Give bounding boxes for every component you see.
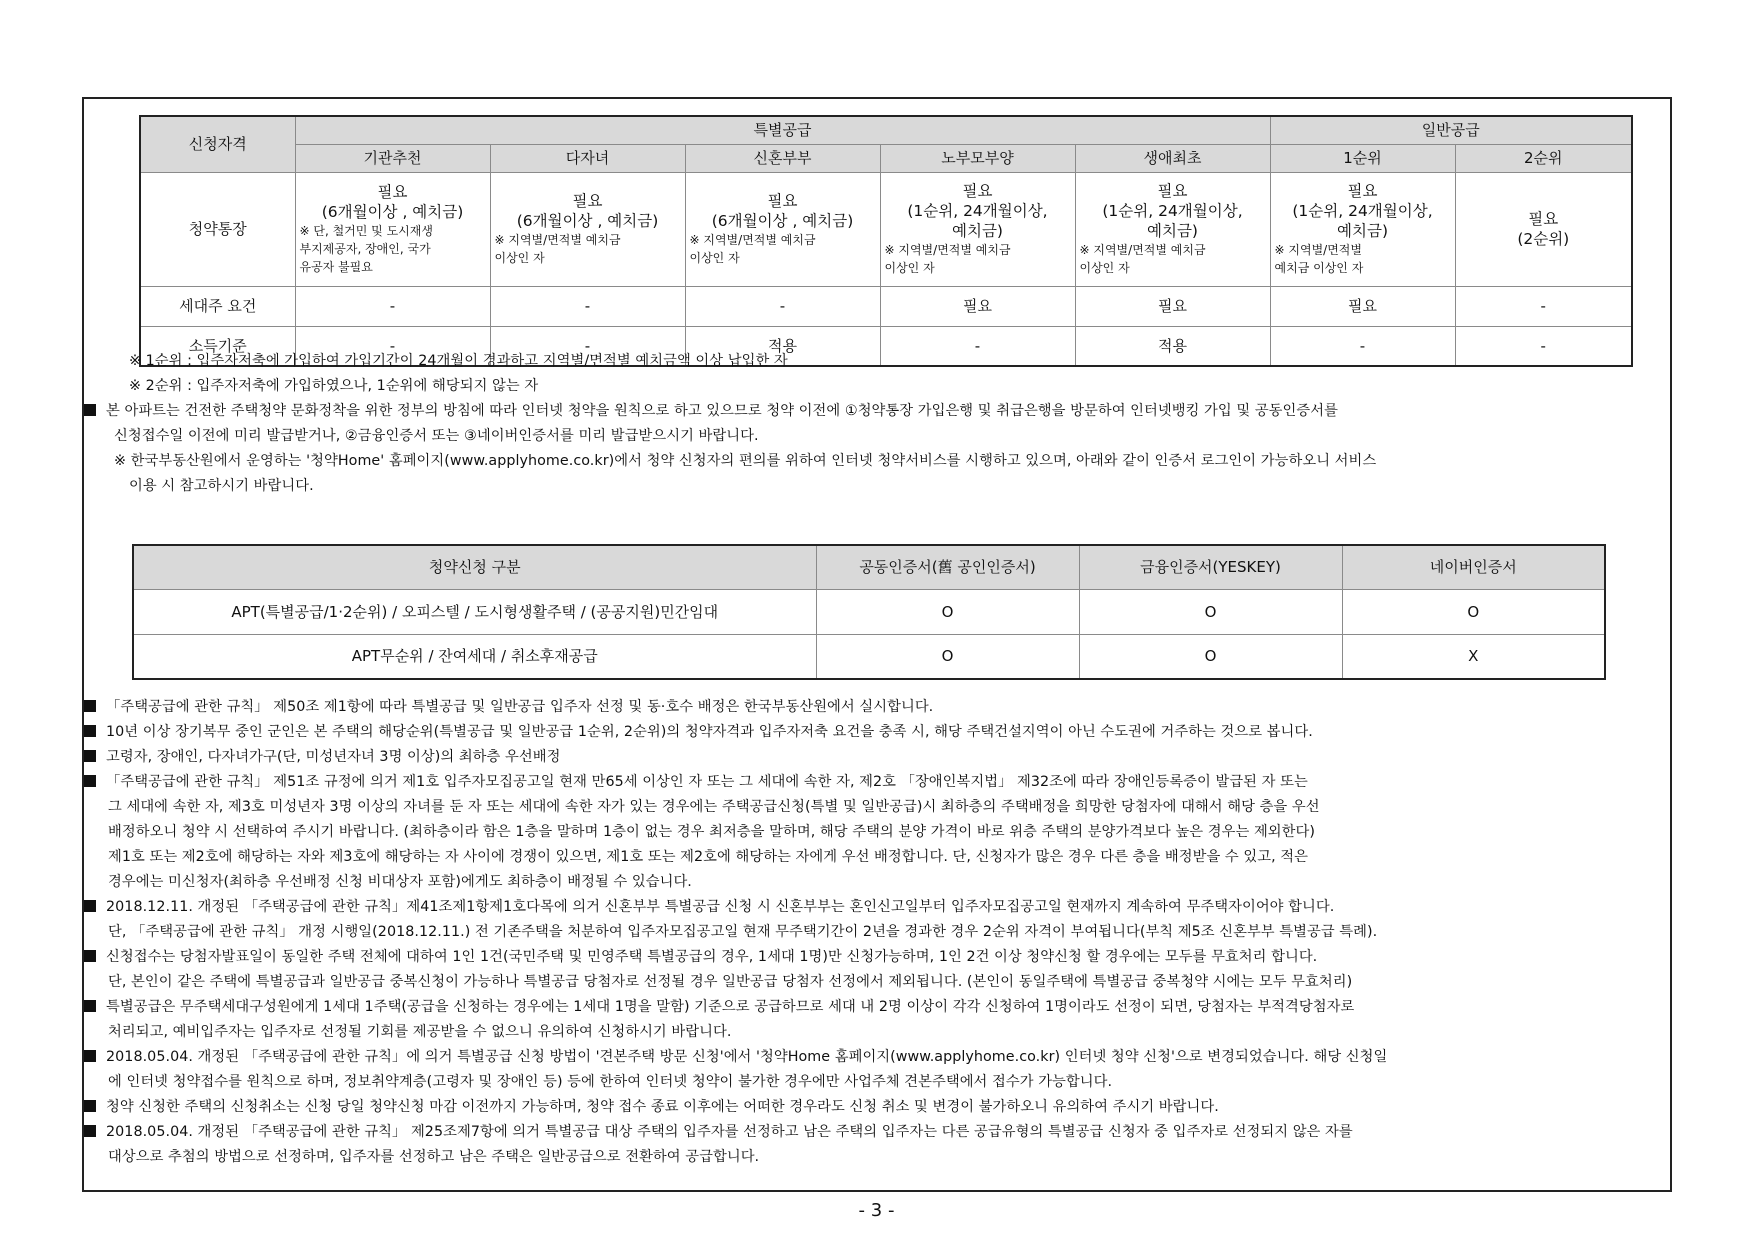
- notice-line: 단, 본인이 같은 주택에 특별공급과 일반공급 중복신청이 가능하나 특별공급 당첨자로 선정될 경우 일반공급 당첨자 선정에서 제외됩니다. (본인이 동일주택에 특별공급 중복청약 시에는 모두 무효처리): [108, 974, 1353, 990]
- notice-line: 제1호 또는 제2호에 해당하는 자와 제3호에 해당하는 자 사이에 경쟁이 있으면, 제1호 또는 제2호에 해당하는 자에게 우선 배정합니다. 단, 신청자가 많은 경우 다른 층을 배정받을 수 있고, 적은: [108, 849, 1308, 865]
- bank-cell: [295, 172, 490, 286]
- bank-cell-note: ※ 지역별/면적별 예치금 이상인 자: [1079, 243, 1206, 275]
- notice-line: 단, 「주택공급에 관한 규칙」 개정 시행일(2018.12.11.) 전 기존주택을 처분하여 입주자모집공고일 현재 무주택기간이 2년을 경과한 경우 2순위 자격이 부여됩니다(부칙 제5조 신혼부부 특별공급 특례).: [108, 924, 1378, 940]
- page-number: - 3 -: [858, 1200, 895, 1221]
- bank-cell-main: 필요 (1순위, 24개월이상, 예치금): [1102, 182, 1243, 240]
- table-row: [133, 589, 1605, 634]
- householder-cell: 필요: [1075, 286, 1270, 326]
- row-label: 청약통장: [140, 172, 295, 286]
- sub-header: 기관추천: [295, 144, 490, 172]
- householder-cell: 필요: [880, 286, 1075, 326]
- bank-cell-note: ※ 단, 철거민 및 도시재생 부지제공자, 장애인, 국가 유공자 불필요: [299, 224, 433, 274]
- income-cell: -: [880, 326, 1075, 366]
- bank-cell-note: ※ 지역별/면적별 예치금 이상인 자: [884, 243, 1011, 275]
- notice-line: 10년 이상 장기복무 중인 군인은 본 주택의 해당순위(특별공급 및 일반공급 1순위, 2순위)의 청약자격과 입주자저축 요건을 충족 시, 해당 주택건설지역이 아닌 수도권에 거주하는 것으로 봅니다.: [84, 720, 1659, 745]
- householder-cell: -: [1455, 286, 1632, 326]
- certificate-header: 금융인증서(YESKEY): [1079, 545, 1342, 589]
- notice-line: 경우에는 미신청자(최하층 우선배정 신청 비대상자 포함)에게도 최하층이 배정될 수 있습니다.: [108, 874, 692, 890]
- bank-cell-note: ※ 지역별/면적별 예치금 이상인 자: [689, 233, 816, 265]
- table-cell: O: [1079, 589, 1342, 634]
- notice-line: 배정하오니 청약 시 선택하여 주시기 바랍니다. (최하층이라 함은 1층을 말하며 1층이 없는 경우 최저층을 말하며, 해당 주택의 분양 가격이 바로 위층 주택의 분양가격보다 높은 경우는 제외한다): [108, 824, 1316, 840]
- bank-cell: [685, 172, 880, 286]
- notice-line: 「주택공급에 관한 규칙」 제51조 규정에 의거 제1호 입주자모집공고일 현재 만65세 이상인 자 또는 그 세대에 속한 자, 제2호 「장애인복지법」 제32조에 따라 장애인등록증이 발급된 자 또는: [84, 770, 1659, 795]
- square-bullet-icon: [84, 404, 96, 416]
- general-supply-header: 일반공급: [1270, 116, 1632, 144]
- table-cell: O: [1342, 589, 1605, 634]
- householder-cell: 필요: [1270, 286, 1455, 326]
- row-label: 소득기준: [140, 326, 295, 366]
- notice-line: 고령자, 장애인, 다자녀가구(단, 미성년자녀 3명 이상)의 최하층 우선배정: [84, 745, 1659, 770]
- certificate-header: 공동인증서(舊 공인인증서): [816, 545, 1079, 589]
- square-bullet-icon: [84, 950, 96, 962]
- corner-header: 신청자격: [140, 116, 295, 172]
- householder-cell: -: [295, 286, 490, 326]
- notice-line: 신청접수일 이전에 미리 발급받거나, ②금융인증서 또는 ③네이버인증서를 미리 발급받으시기 바랍니다.: [114, 428, 759, 444]
- square-bullet-icon: [84, 700, 96, 712]
- notice-line: 「주택공급에 관한 규칙」 제50조 제1항에 따라 특별공급 및 일반공급 입주자 선정 및 동·호수 배정은 한국부동산원에서 실시합니다.: [84, 695, 1659, 720]
- notice-line: 에 인터넷 청약접수를 원칙으로 하며, 정보취약계층(고령자 및 장애인 등) 등에 한하여 인터넷 청약이 불가한 경우에만 사업주체 견본주택에서 접수가 가능합니다.: [108, 1074, 1113, 1090]
- certificate-header: 네이버인증서: [1342, 545, 1605, 589]
- notice-line: 그 세대에 속한 자, 제3호 미성년자 3명 이상의 자녀를 둔 자 또는 세대에 속한 자가 있는 경우에는 주택공급신청(특별 및 일반공급)시 최하층의 주택배정을 희망한 당첨자에 대해서 해당 층을 우선: [108, 799, 1320, 815]
- bank-cell-main: 필요 (6개월이상 , 예치금): [711, 192, 854, 230]
- bank-cell-main: 필요 (2순위): [1517, 210, 1570, 248]
- sub-header: 신혼부부: [685, 144, 880, 172]
- square-bullet-icon: [84, 1125, 96, 1137]
- table-cell: APT무순위 / 잔여세대 / 취소후재공급: [133, 634, 816, 679]
- bank-cell-note: ※ 지역별/면적별 예치금 이상인 자: [1274, 243, 1364, 275]
- table-cell: O: [1079, 634, 1342, 679]
- table-row: [133, 634, 1605, 679]
- income-cell: -: [295, 326, 490, 366]
- bank-cell: [880, 172, 1075, 286]
- square-bullet-icon: [84, 1050, 96, 1062]
- householder-cell: -: [685, 286, 880, 326]
- householder-cell: -: [490, 286, 685, 326]
- bank-cell: [1270, 172, 1455, 286]
- bank-cell-main: 필요 (1순위, 24개월이상, 예치금): [1292, 182, 1433, 240]
- income-cell: -: [1270, 326, 1455, 366]
- sub-header: 1순위: [1270, 144, 1455, 172]
- notice-line: 2018.12.11. 개정된 「주택공급에 관한 규칙」제41조제1항제1호다목에 의거 신혼부부 특별공급 신청 시 신혼부부는 혼인신고일부터 입주자모집공고일 현재까지 계속하여 무주택자이어야 합니다.: [84, 895, 1659, 920]
- notice-line: 본 아파트는 건전한 주택청약 문화정착을 위한 정부의 방침에 따라 인터넷 청약을 원칙으로 하고 있으므로 청약 이전에 ①청약통장 가입은행 및 취급은행을 방문하여 인터넷뱅킹 가입 및 공동인증서를: [84, 399, 1659, 424]
- notice-list: [84, 695, 1659, 1170]
- bank-cell-note: ※ 지역별/면적별 예치금 이상인 자: [494, 233, 621, 265]
- bank-cell: [1455, 172, 1632, 286]
- square-bullet-icon: [84, 750, 96, 762]
- bank-cell: [490, 172, 685, 286]
- table-cell: X: [1342, 634, 1605, 679]
- notice-line: 2018.05.04. 개정된 「주택공급에 관한 규칙」 제25조제7항에 의거 특별공급 대상 주택의 입주자를 선정하고 남은 주택의 입주자는 다른 공급유형의 특별공급 신청자 중 입주자로 선정되지 않은 자를: [84, 1120, 1659, 1145]
- bank-cell-main: 필요 (1순위, 24개월이상, 예치금): [907, 182, 1048, 240]
- special-supply-header: 특별공급: [295, 116, 1270, 144]
- square-bullet-icon: [84, 900, 96, 912]
- notice-sub-line: 이용 시 참고하시기 바랍니다.: [129, 478, 314, 494]
- sub-header: 2순위: [1455, 144, 1632, 172]
- certificate-table: [132, 544, 1606, 680]
- income-cell: 적용: [685, 326, 880, 366]
- income-cell: -: [490, 326, 685, 366]
- rank-note: ※ 2순위 : 입주자저축에 가입하였으나, 1순위에 해당되지 않는 자: [129, 378, 539, 394]
- notice-line: 청약 신청한 주택의 신청취소는 신청 당일 청약신청 마감 이전까지 가능하며, 청약 접수 종료 이후에는 어떠한 경우라도 신청 취소 및 변경이 불가하오니 유의하여 주시기 바랍니다.: [84, 1095, 1659, 1120]
- notice-line: 특별공급은 무주택세대구성원에게 1세대 1주택(공급을 신청하는 경우에는 1세대 1명을 말함) 기준으로 공급하므로 세대 내 2명 이상이 각각 신청하여 1명이라도 선정이 되면, 당첨자는 부적격당첨자로: [84, 995, 1659, 1020]
- rank-notes: [84, 349, 1659, 399]
- notice-line: 2018.05.04. 개정된 「주택공급에 관한 규칙」에 의거 특별공급 신청 방법이 '견본주택 방문 신청'에서 '청약Home 홈페이지(www.applyhome.co.kr) 인터넷 청약 신청'으로 변경되었습니다. 해당 신청일: [84, 1045, 1659, 1070]
- sub-header: 노부모부양: [880, 144, 1075, 172]
- sub-header: 생애최초: [1075, 144, 1270, 172]
- row-label: 세대주 요건: [140, 286, 295, 326]
- notice-line: 신청접수는 당첨자발표일이 동일한 주택 전체에 대하여 1인 1건(국민주택 및 민영주택 특별공급의 경우, 1세대 1명)만 신청가능하며, 1인 2건 이상 청약신청 할 경우에는 모두를 무효처리 합니다.: [84, 945, 1659, 970]
- rank-note: ※ 1순위 : 입주자저축에 가입하여 가입기간이 24개월이 경과하고 지역별/면적별 예치금액 이상 납입한 자: [129, 353, 788, 369]
- notice-line: 대상으로 추첨의 방법으로 선정하며, 입주자를 선정하고 남은 주택은 일반공급으로 전환하여 공급합니다.: [108, 1149, 760, 1165]
- bank-cell-main: 필요 (6개월이상 , 예치금): [516, 192, 659, 230]
- bank-cell: [1075, 172, 1270, 286]
- table-cell: O: [816, 634, 1079, 679]
- bank-cell-main: 필요 (6개월이상 , 예치금): [321, 183, 464, 221]
- square-bullet-icon: [84, 725, 96, 737]
- square-bullet-icon: [84, 1000, 96, 1012]
- notice-sub-line: ※ 한국부동산원에서 운영하는 '청약Home' 홈페이지(www.applyhome.co.kr)에서 청약 신청자의 편의를 위하여 인터넷 청약서비스를 시행하고 있으며, 아래와 같이 인증서 로그인이 가능하오니 서비스: [114, 453, 1377, 469]
- eligibility-table: [139, 115, 1633, 367]
- table-cell: O: [816, 589, 1079, 634]
- income-cell: -: [1455, 326, 1632, 366]
- internet-notice: [84, 399, 1659, 499]
- sub-header: 다자녀: [490, 144, 685, 172]
- notice-line: 처리되고, 예비입주자는 입주자로 선정될 기회를 제공받을 수 없으니 유의하여 신청하시기 바랍니다.: [108, 1024, 732, 1040]
- certificate-header: 청약신청 구분: [133, 545, 816, 589]
- income-cell: 적용: [1075, 326, 1270, 366]
- square-bullet-icon: [84, 775, 96, 787]
- table-cell: APT(특별공급/1·2순위) / 오피스텔 / 도시형생활주택 / (공공지원)민간임대: [133, 589, 816, 634]
- square-bullet-icon: [84, 1100, 96, 1112]
- page-frame: [82, 97, 1672, 1192]
